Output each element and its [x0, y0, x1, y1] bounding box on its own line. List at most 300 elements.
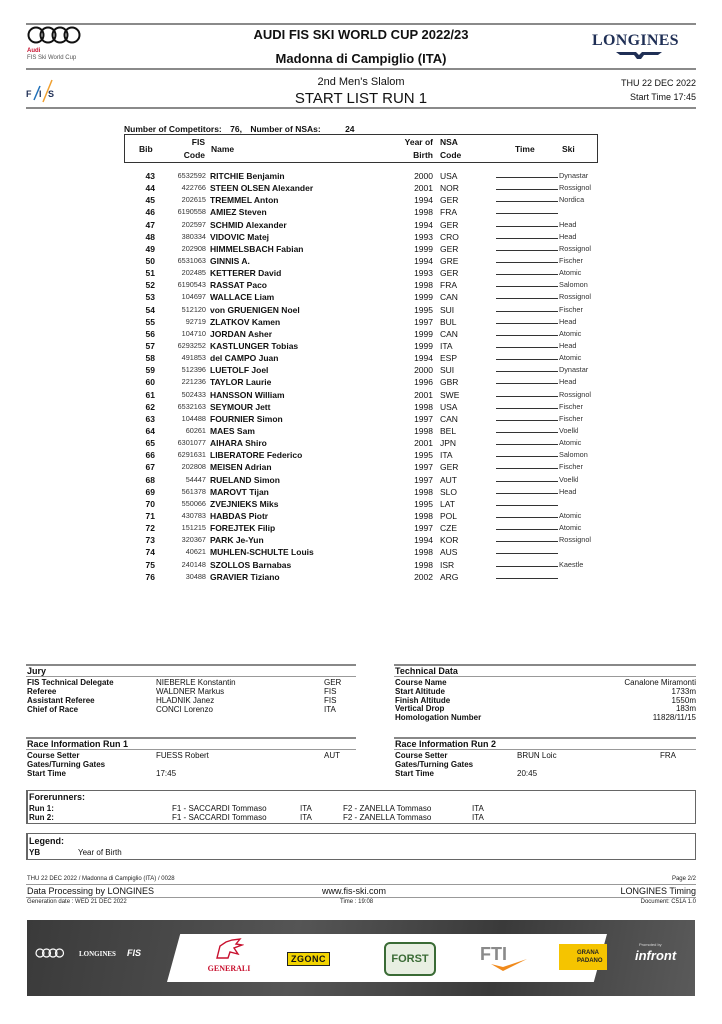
- bib-cell: 68: [145, 474, 155, 485]
- bib-cell: 49: [145, 243, 155, 254]
- location-title: Madonna di Campiglio (ITA): [275, 51, 447, 66]
- event-start-time: Start Time 17:45: [629, 92, 696, 102]
- ski-brand-cell: Head: [559, 340, 577, 350]
- nsa-code-cell: CAN: [440, 413, 458, 424]
- year-of-birth-cell: 1999: [414, 340, 433, 351]
- technical-value: 1733m: [671, 686, 696, 696]
- time-blank-line: [496, 359, 558, 360]
- ski-brand-cell: Salomon: [559, 450, 588, 460]
- bib-cell: 47: [145, 219, 155, 230]
- nsa-code-cell: ISR: [440, 559, 455, 570]
- nsa-code-cell: CZE: [440, 523, 457, 534]
- year-of-birth-cell: 1996: [414, 377, 433, 388]
- time-blank-line: [496, 420, 558, 421]
- year-of-birth-cell: 1993: [414, 268, 433, 279]
- time-blank-line: [496, 578, 558, 579]
- table-row: [124, 522, 604, 534]
- bib-cell: 57: [145, 340, 155, 351]
- year-of-birth-cell: 1998: [414, 207, 433, 218]
- forst-logo: FORST: [384, 942, 436, 976]
- year-of-birth-cell: 2001: [414, 183, 433, 194]
- jury-nation: FIS: [324, 696, 337, 705]
- time-blank-line: [496, 262, 558, 263]
- table-row: [124, 291, 604, 303]
- header-top-rule: [26, 23, 696, 25]
- bib-cell: 54: [145, 304, 155, 315]
- table-row: [124, 279, 604, 291]
- table-row: [124, 559, 604, 571]
- nsa-code-cell: JPN: [440, 438, 457, 449]
- forerunners-title: Forerunners:: [29, 792, 86, 802]
- fti-swoosh-icon: [489, 958, 529, 972]
- competition-title: AUDI FIS SKI WORLD CUP 2022/23: [253, 27, 469, 42]
- year-of-birth-cell: 1995: [414, 450, 433, 461]
- ski-brand-cell: Atomic: [559, 523, 582, 533]
- ski-brand-cell: Head: [559, 231, 577, 241]
- name-cell: MEISEN Adrian: [210, 462, 272, 473]
- audi-cup-label: FIS Ski World Cup: [27, 55, 77, 61]
- year-of-birth-cell: 1993: [414, 231, 433, 242]
- bib-cell: 45: [145, 195, 155, 206]
- ski-brand-cell: Rossignol: [559, 243, 592, 253]
- nsa-code-cell: FRA: [440, 207, 457, 218]
- nsa-code-cell: GER: [440, 268, 459, 279]
- ski-brand-cell: Fischer: [559, 304, 583, 314]
- nsa-code-cell: CRO: [440, 231, 459, 242]
- time-blank-line: [496, 250, 558, 251]
- forerunner-run-label: Run 1:: [29, 804, 54, 813]
- competitor-counts: [124, 124, 355, 134]
- fis-code-cell: 6531063: [177, 255, 206, 265]
- table-row: [124, 328, 604, 340]
- fis-code-cell: 92719: [185, 316, 206, 326]
- run2-setter-label: Course Setter: [395, 751, 448, 760]
- run1-start-value: 17:45: [156, 769, 177, 778]
- year-of-birth-cell: 1995: [414, 304, 433, 315]
- name-cell: SZOLLOS Barnabas: [210, 559, 292, 570]
- banner-audi-logo: [35, 948, 65, 958]
- ski-brand-cell: Rossignol: [559, 183, 592, 193]
- bib-cell: 46: [145, 207, 155, 218]
- time-blank-line: [496, 481, 558, 482]
- name-cell: GRAVIER Tiziano: [210, 571, 280, 582]
- technical-value: 11828/11/15: [652, 713, 696, 723]
- banner-longines-logo: LONGINES: [79, 950, 116, 958]
- name-cell: SEYMOUR Jett: [210, 401, 271, 412]
- nsa-code-cell: BUL: [440, 316, 457, 327]
- name-cell: VIDOVIC Matej: [210, 231, 270, 242]
- fis-code-cell: 6190558: [177, 207, 206, 217]
- year-of-birth-cell: 1998: [414, 510, 433, 521]
- technical-label: Vertical Drop: [395, 704, 445, 714]
- time-blank-line: [496, 541, 558, 542]
- col-ski: Ski: [562, 144, 575, 154]
- run1-subrule: [26, 749, 356, 750]
- run2-title: Race Information Run 2: [395, 739, 497, 749]
- table-row: [124, 534, 604, 546]
- year-of-birth-cell: 2001: [414, 389, 433, 400]
- bib-cell: 66: [145, 450, 155, 461]
- time-blank-line: [496, 529, 558, 530]
- table-header: [124, 134, 598, 163]
- jury-name: HLADNIK Janez: [156, 696, 215, 705]
- year-of-birth-cell: 1998: [414, 486, 433, 497]
- fis-code-cell: 221236: [181, 377, 206, 387]
- jury-name: CONCI Lorenzo: [156, 705, 213, 714]
- col-yob-1: Year of: [404, 137, 433, 147]
- table-row: [124, 364, 604, 376]
- time-blank-line: [496, 432, 558, 433]
- svg-text:I: I: [39, 89, 42, 99]
- time-blank-line: [496, 396, 558, 397]
- table-row: [124, 571, 604, 583]
- ski-brand-cell: Atomic: [559, 268, 582, 278]
- fis-code-cell: 512120: [181, 304, 206, 314]
- bib-cell: 50: [145, 255, 155, 266]
- name-cell: FOREJTEK Filip: [210, 523, 276, 534]
- col-yob-2: Birth: [413, 150, 433, 160]
- table-row: [124, 267, 604, 279]
- technical-value: 183m: [675, 704, 696, 714]
- fis-code-cell: 202908: [181, 243, 206, 253]
- nsa-code-cell: GER: [440, 243, 459, 254]
- table-row: [124, 182, 604, 194]
- bib-cell: 61: [145, 389, 155, 400]
- table-row: [124, 340, 604, 352]
- bib-cell: 63: [145, 413, 155, 424]
- jury-role: Referee: [27, 687, 57, 696]
- table-row: [124, 498, 604, 510]
- infront-logo: infront: [635, 948, 677, 963]
- svg-text:F: F: [26, 89, 32, 99]
- fis-code-cell: 6532163: [177, 401, 206, 411]
- nsa-code-cell: KOR: [440, 535, 459, 546]
- name-cell: RITCHIE Benjamin: [210, 171, 285, 181]
- ski-brand-cell: Head: [559, 377, 577, 387]
- bib-cell: 69: [145, 486, 155, 497]
- promoted-by-label: Promoted by: [639, 942, 662, 947]
- year-of-birth-cell: 1999: [414, 328, 433, 339]
- technical-label: Finish Altitude: [395, 695, 451, 705]
- table-row: [124, 304, 604, 316]
- audi-brand-label: Audi: [27, 48, 41, 54]
- nsa-code-cell: POL: [440, 510, 458, 521]
- nsa-code-cell: USA: [440, 401, 458, 412]
- bib-cell: 58: [145, 353, 155, 364]
- nsa-code-cell: ITA: [440, 450, 453, 461]
- fis-code-cell: 202597: [181, 219, 206, 229]
- ski-brand-cell: Head: [559, 486, 577, 496]
- footer-data-processing: Data Processing by LONGINES: [27, 886, 155, 896]
- ski-brand-cell: Dynastar: [559, 365, 589, 375]
- ski-brand-cell: Atomic: [559, 328, 582, 338]
- forerunner-1-nation: ITA: [300, 804, 312, 813]
- time-blank-line: [496, 335, 558, 336]
- time-blank-line: [496, 274, 558, 275]
- forerunner-1-name: F1 - SACCARDI Tommaso: [172, 804, 267, 813]
- generali-lion-icon: [214, 938, 244, 960]
- fis-code-cell: 104488: [181, 413, 206, 423]
- fis-code-cell: 491853: [181, 353, 206, 363]
- year-of-birth-cell: 1997: [414, 462, 433, 473]
- nsa-code-cell: ESP: [440, 353, 458, 364]
- footer-generation-date: Generation date : WED 21 DEC 2022: [27, 899, 127, 905]
- ski-brand-cell: Rossignol: [559, 535, 592, 545]
- run1-gates-label: Gates/Turning Gates: [27, 760, 106, 769]
- ski-brand-cell: Fischer: [559, 462, 583, 472]
- time-blank-line: [496, 298, 558, 299]
- time-blank-line: [496, 553, 558, 554]
- ski-brand-cell: Voelkl: [559, 425, 579, 435]
- nsa-code-cell: ITA: [440, 340, 453, 351]
- nsa-code-cell: SUI: [440, 365, 455, 376]
- forerunner-2-nation: ITA: [472, 813, 484, 822]
- year-of-birth-cell: 2000: [414, 171, 433, 181]
- name-cell: HANSSON William: [210, 389, 285, 400]
- time-blank-line: [496, 517, 558, 518]
- bib-cell: 56: [145, 328, 155, 339]
- year-of-birth-cell: 1994: [414, 195, 433, 206]
- ski-brand-cell: Dynastar: [559, 171, 589, 180]
- bib-cell: 74: [145, 547, 155, 558]
- year-of-birth-cell: 1999: [414, 243, 433, 254]
- time-blank-line: [496, 408, 558, 409]
- bib-cell: 72: [145, 523, 155, 534]
- year-of-birth-cell: 1994: [414, 535, 433, 546]
- jury-rule: [26, 664, 356, 666]
- table-row: [124, 437, 604, 449]
- bib-cell: 60: [145, 377, 155, 388]
- fis-code-cell: 240148: [181, 559, 206, 569]
- nsa-code-cell: CAN: [440, 328, 458, 339]
- ski-brand-cell: Kaestle: [559, 559, 584, 569]
- time-blank-line: [496, 566, 558, 567]
- fis-code-cell: 54447: [185, 474, 206, 484]
- jury-subrule: [26, 676, 356, 677]
- bib-cell: 76: [145, 571, 155, 582]
- name-cell: del CAMPO Juan: [210, 353, 279, 364]
- table-row: [124, 206, 604, 218]
- fis-code-cell: 380334: [181, 231, 206, 241]
- table-row: [124, 401, 604, 413]
- bib-cell: 52: [145, 280, 155, 291]
- time-blank-line: [496, 177, 558, 178]
- name-cell: ZLATKOV Kamen: [210, 316, 281, 327]
- ski-brand-cell: Nordica: [559, 195, 585, 205]
- fis-code-cell: 502433: [181, 389, 206, 399]
- year-of-birth-cell: 1998: [414, 280, 433, 291]
- nsas-value: 24: [345, 124, 355, 134]
- time-blank-line: [496, 505, 558, 506]
- name-cell: GINNIS A.: [210, 255, 250, 266]
- name-cell: FOURNIER Simon: [210, 413, 283, 424]
- nsa-code-cell: GER: [440, 462, 459, 473]
- ski-brand-cell: Rossignol: [559, 292, 592, 302]
- name-cell: TAYLOR Laurie: [210, 377, 272, 388]
- footer-page: Page 2/2: [671, 876, 696, 882]
- year-of-birth-cell: 1999: [414, 292, 433, 303]
- run2-start-label: Start Time: [395, 769, 434, 778]
- jury-name: NIEBERLE Konstantin: [156, 678, 236, 687]
- legend-box: [26, 833, 696, 860]
- nsa-code-cell: GBR: [440, 377, 459, 388]
- year-of-birth-cell: 1998: [414, 547, 433, 558]
- time-blank-line: [496, 323, 558, 324]
- fis-code-cell: 6293252: [177, 340, 206, 350]
- longines-wing-icon: [614, 51, 664, 60]
- run2-subrule: [394, 749, 696, 750]
- bib-cell: 73: [145, 535, 155, 546]
- table-row: [124, 425, 604, 437]
- ski-brand-cell: Fischer: [559, 255, 583, 265]
- bib-cell: 53: [145, 292, 155, 303]
- fis-code-cell: 104697: [181, 292, 206, 302]
- nsa-code-cell: GER: [440, 195, 459, 206]
- name-cell: JORDAN Asher: [210, 328, 273, 339]
- table-row: [124, 219, 604, 231]
- nsa-code-cell: CAN: [440, 292, 458, 303]
- fis-code-cell: 512396: [181, 365, 206, 375]
- run1-setter-label: Course Setter: [27, 751, 80, 760]
- nsa-code-cell: SUI: [440, 304, 455, 315]
- jury-nation: GER: [324, 678, 342, 687]
- event-name: 2nd Men's Slalom: [317, 76, 405, 88]
- fis-code-cell: 60261: [185, 425, 206, 435]
- fis-code-cell: 6301077: [177, 438, 206, 448]
- legend-key: YB: [29, 848, 41, 857]
- table-row: [124, 170, 604, 182]
- nsa-code-cell: FRA: [440, 280, 457, 291]
- start-list-rows: [124, 170, 604, 583]
- svg-text:S: S: [48, 89, 55, 99]
- name-cell: LIBERATORE Federico: [210, 450, 303, 461]
- col-bib: Bib: [139, 144, 153, 154]
- bib-cell: 71: [145, 510, 155, 521]
- nsas-label: Number of NSAs:: [250, 124, 321, 134]
- nsa-code-cell: SLO: [440, 486, 458, 497]
- footer-generation-time: Time : 19:08: [340, 899, 374, 905]
- name-cell: ZVEJNIEKS Miks: [210, 498, 279, 509]
- time-blank-line: [496, 444, 558, 445]
- nsa-code-cell: SWE: [440, 389, 460, 400]
- table-row: [124, 510, 604, 522]
- ski-brand-cell: Voelkl: [559, 474, 579, 484]
- header-mid-rule: [26, 68, 696, 70]
- bib-cell: 43: [145, 171, 155, 181]
- name-cell: STEEN OLSEN Alexander: [210, 183, 314, 194]
- name-cell: von GRUENIGEN Noel: [210, 304, 300, 315]
- jury-title: Jury: [27, 666, 47, 676]
- fis-code-cell: 202485: [181, 268, 206, 278]
- footer-document-code: Document: C51A 1.0: [640, 899, 696, 905]
- sponsor-banner: [27, 920, 695, 996]
- bib-cell: 65: [145, 438, 155, 449]
- time-blank-line: [496, 238, 558, 239]
- time-blank-line: [496, 371, 558, 372]
- bib-cell: 67: [145, 462, 155, 473]
- name-cell: RASSAT Paco: [210, 280, 267, 291]
- fis-code-cell: 6532592: [177, 171, 206, 180]
- bib-cell: 59: [145, 365, 155, 376]
- time-blank-line: [496, 468, 558, 469]
- bib-cell: 62: [145, 401, 155, 412]
- year-of-birth-cell: 1995: [414, 498, 433, 509]
- jury-nation: FIS: [324, 687, 337, 696]
- legend-value: Year of Birth: [78, 848, 122, 857]
- table-row: [124, 389, 604, 401]
- ski-brand-cell: Salomon: [559, 280, 588, 290]
- fis-code-cell: 104710: [181, 328, 206, 338]
- technical-title: Technical Data: [395, 666, 458, 676]
- year-of-birth-cell: 1998: [414, 425, 433, 436]
- run2-gates-label: Gates/Turning Gates: [395, 760, 474, 769]
- technical-label: Course Name: [395, 678, 447, 687]
- banner-fis-logo: FIS: [127, 948, 142, 958]
- name-cell: MAES Sam: [210, 425, 255, 436]
- bib-cell: 75: [145, 559, 155, 570]
- run1-setter-name: FUESS Robert: [156, 751, 209, 760]
- col-fis-2: Code: [183, 150, 205, 160]
- name-cell: WALLACE Liam: [210, 292, 275, 303]
- table-row: [124, 316, 604, 328]
- table-row: [124, 231, 604, 243]
- fis-code-cell: 40621: [185, 547, 206, 557]
- forerunner-2-nation: ITA: [472, 804, 484, 813]
- longines-logo: LONGINES: [592, 32, 679, 49]
- technical-label: Homologation Number: [395, 713, 482, 723]
- table-row: [124, 486, 604, 498]
- event-date: THU 22 DEC 2022: [620, 78, 696, 88]
- time-blank-line: [496, 347, 558, 348]
- footer-timing: LONGINES Timing: [620, 886, 696, 896]
- zgonc-logo: ZGONC: [287, 952, 330, 966]
- ski-brand-cell: Atomic: [559, 438, 582, 448]
- year-of-birth-cell: 2001: [414, 438, 433, 449]
- footer-website-link[interactable]: www.fis-ski.com: [322, 886, 387, 896]
- technical-value: 1550m: [671, 695, 696, 705]
- technical-label: Start Altitude: [395, 686, 445, 696]
- footer-rule-1: [26, 884, 696, 885]
- name-cell: RUELAND Simon: [210, 474, 280, 485]
- year-of-birth-cell: 1994: [414, 255, 433, 266]
- legend-title: Legend:: [29, 836, 64, 846]
- forerunner-run-label: Run 2:: [29, 813, 54, 822]
- nsa-code-cell: NOR: [440, 183, 459, 194]
- fis-code-cell: 422766: [181, 183, 206, 193]
- name-cell: AMIEZ Steven: [210, 207, 267, 218]
- table-row: [124, 413, 604, 425]
- name-cell: HABDAS Piotr: [210, 510, 269, 521]
- year-of-birth-cell: 1997: [414, 474, 433, 485]
- nsa-code-cell: BEL: [440, 425, 457, 436]
- col-nsa-2: Code: [440, 150, 462, 160]
- table-row: [124, 474, 604, 486]
- time-blank-line: [496, 201, 558, 202]
- fti-logo: FTI: [480, 944, 507, 964]
- nsa-code-cell: AUS: [440, 547, 458, 558]
- document-title: START LIST RUN 1: [294, 90, 428, 107]
- fis-code-cell: 550066: [181, 498, 206, 508]
- table-row: [124, 352, 604, 364]
- nsa-code-cell: LAT: [440, 498, 455, 509]
- fis-code-cell: 202808: [181, 462, 206, 472]
- table-row: [124, 376, 604, 388]
- footer-rule-2: [26, 897, 696, 898]
- year-of-birth-cell: 1994: [414, 353, 433, 364]
- fis-code-cell: 202615: [181, 195, 206, 205]
- name-cell: MAROVT Tijan: [210, 486, 269, 497]
- name-cell: PARK Je-Yun: [210, 535, 264, 546]
